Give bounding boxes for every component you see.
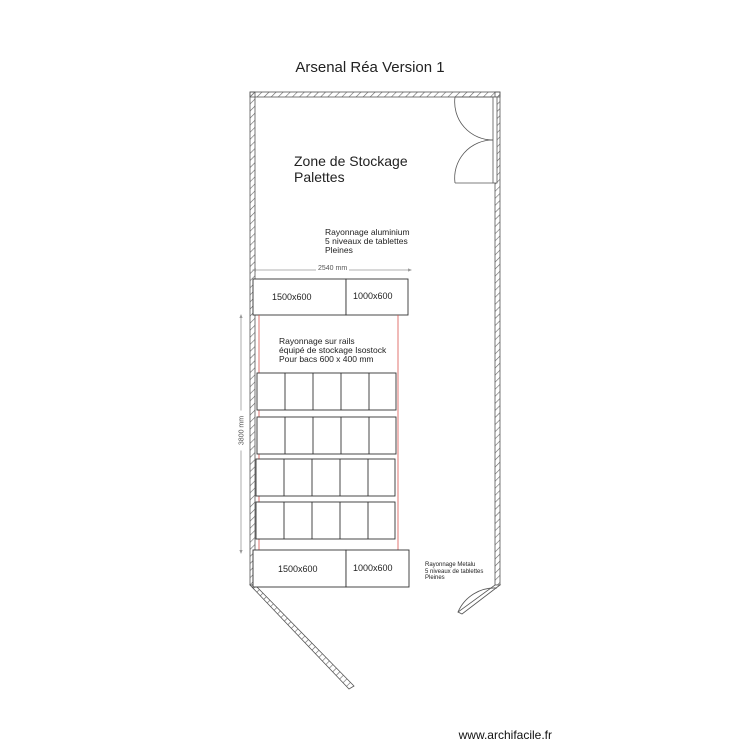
rails-label <box>279 337 386 364</box>
rayonnage-alu-line3: Pleines <box>325 245 353 255</box>
top-shelf-left-label: 1500x600 <box>272 292 312 302</box>
rayonnage-metal-line3: Pleines <box>425 575 445 581</box>
zone-label <box>294 153 408 185</box>
double-door <box>455 97 497 183</box>
dimension-horizontal-label: 2540 mm <box>318 265 348 272</box>
plan-title: Arsenal Réa Version 1 <box>295 59 445 76</box>
dimension-vertical-label: 3800 mm <box>239 411 246 451</box>
rails-line2: équipé de stockage Isostock <box>279 345 387 355</box>
rayonnage-alu-line1: Rayonnage aluminium <box>325 227 410 237</box>
rails-line1: Rayonnage sur rails <box>279 336 355 346</box>
rails-line3: Pour bacs 600 x 400 mm <box>279 354 374 364</box>
footer-watermark: www.archifacile.fr <box>458 728 552 742</box>
bottom-shelf-right-label: 1000x600 <box>353 563 393 573</box>
rayonnage-alu-line2: 5 niveaux de tablettes <box>325 236 408 246</box>
rayonnage-metal-label <box>425 562 483 582</box>
door-bottom-right <box>458 585 500 614</box>
rayonnage-metal-line1: Rayonnage Metalu <box>425 562 476 568</box>
isostock-grid <box>256 373 396 539</box>
rayonnage-metal-line2: 5 niveaux de tablettes <box>425 568 484 575</box>
zone-label-line2: Palettes <box>294 169 345 185</box>
bottom-shelf-left-label: 1500x600 <box>278 564 318 574</box>
zone-label-line1: Zone de Stockage <box>294 153 408 169</box>
top-shelf-right-label: 1000x600 <box>353 291 393 301</box>
rayonnage-alu-label <box>325 228 410 255</box>
